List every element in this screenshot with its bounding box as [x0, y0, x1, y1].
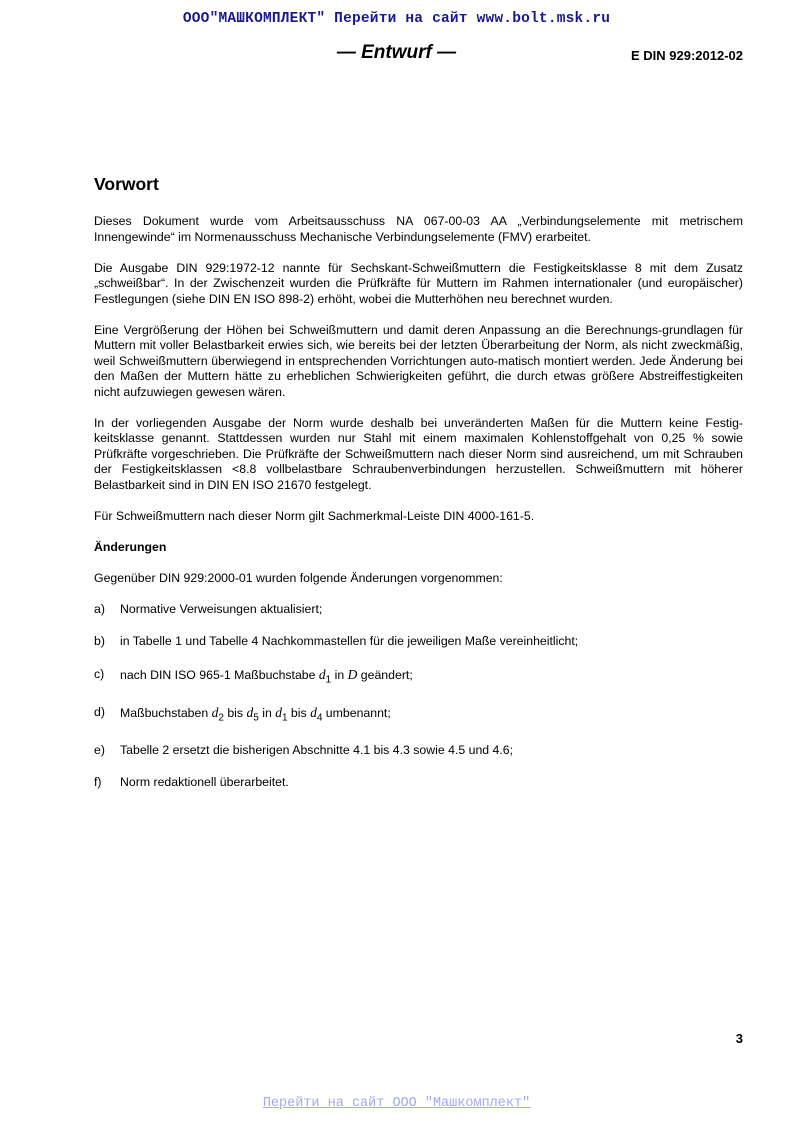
text-run: in	[331, 667, 348, 682]
header-banner-link[interactable]	[0, 11, 793, 27]
text-run: umbenannt;	[322, 705, 391, 720]
symbol-letter: d	[275, 704, 282, 720]
changes-intro: Gegenüber DIN 929:2000-01 wurden folgende Änderungen vorgenommen:	[94, 570, 503, 585]
list-marker: c)	[94, 666, 105, 681]
text-run: geändert;	[357, 667, 413, 682]
page-number: 3	[735, 1031, 743, 1046]
list-item	[94, 634, 743, 650]
footer-link[interactable]: Перейти на сайт ООО "Машкомплект"	[262, 1096, 531, 1111]
list-marker: b)	[94, 634, 105, 648]
symbol-subscript: 2	[218, 712, 224, 724]
list-marker: a)	[94, 601, 105, 616]
symbol-letter: d	[211, 704, 219, 720]
symbol-subscript: 5	[253, 712, 259, 724]
math-symbol	[310, 704, 323, 724]
paragraph: Dieses Dokument wurde vom Arbeitsausschuss NA 067-00-03 AA „Verbindungselemente mit metrischem Innengewinde“ im Normenausschuss Mechanische Verbindungselemente (FMV) erarbeitet.	[94, 214, 743, 244]
paragraph: Die Ausgabe DIN 929:1972-12 nannte für Sechskant-Schweißmuttern die Festigkeitsklasse 8 mit dem Zusatz „schweißbar“. In der Zwischenzeit wurden die Prüfkräfte für Muttern im Rahmen internationaler (und europäischer) Festlegungen (siehe DIN EN ISO 898-2) erhöht, wobei die Mutterhöhen neu berechnet wurden.	[94, 260, 743, 306]
text-run: Maßbuchstaben	[120, 705, 212, 720]
math-symbol	[211, 704, 224, 724]
document-id: E DIN 929:2012-02	[630, 48, 743, 63]
changes-heading: Änderungen	[94, 539, 167, 554]
math-symbol	[246, 704, 259, 724]
list-text: Norm redaktionell überarbeitet.	[120, 775, 289, 790]
text-run: nach DIN ISO 965-1 Maßbuchstabe	[120, 667, 319, 682]
paragraph: In der vorliegenden Ausgabe der Norm wurde deshalb bei unveränderten Maßen für die Muttern keine Festig-keitsklasse genannt. Stattdessen wurden nur Stahl mit einem maximalen Kohlenstoffgehalt von 0,25 % sowie Prüfkräfte vorgeschrieben. Die Prüfkräfte der Schweißmuttern nach dieser Norm sind ausreichend, um mit Schrauben der Festigkeitsklassen <8.8 vollbelastbare Schraubenverbindungen herzustellen. Schweißmuttern mit höherer Belastbarkeit sind in DIN EN ISO 21670 festgelegt.	[94, 415, 743, 492]
symbol-letter: d	[246, 704, 254, 720]
list-text	[120, 667, 413, 688]
list-text: in Tabelle 1 und Tabelle 4 Nachkommastellen für die jeweiligen Maße vereinheitlicht;	[120, 634, 579, 648]
list-item	[94, 705, 743, 726]
list-marker: f)	[94, 775, 102, 790]
symbol-letter: d	[318, 666, 326, 682]
list-text: Tabelle 2 ersetzt die bisherigen Abschnitte 4.1 bis 4.3 sowie 4.5 und 4.6;	[120, 742, 514, 757]
text-run: bis	[287, 705, 311, 720]
symbol-letter: d	[310, 704, 317, 720]
list-item	[94, 775, 743, 791]
paragraph: Für Schweißmuttern nach dieser Norm gilt Sachmerkmal-Leiste DIN 4000-161-5.	[94, 508, 535, 523]
document-body	[94, 214, 743, 808]
list-text	[120, 705, 391, 726]
list-item	[94, 602, 743, 618]
list-item	[94, 743, 743, 759]
paragraph: Eine Vergrößerung der Höhen bei Schweißmuttern und damit deren Anpassung an die Berechnungs-grundlagen für Muttern mit voller Belastbarkeit erwies sich, wie bereits bei der letzten Überarbeitung der Norm, als nicht zweckmäßig, weil Schweißmuttern überwiegend in entsprechenden Vorrichtungen auto-matisch montiert werden. Jede Änderung bei den Maßen der Muttern hätte zu erheblichen Schwierigkeiten geführt, die durch etwas größere Abstreiffestigkeiten nicht aufzuwiegen gewesen wären.	[94, 322, 743, 399]
list-marker: e)	[94, 742, 105, 757]
draft-label: — Entwurf —	[336, 42, 457, 63]
symbol-subscript: 1	[325, 674, 332, 686]
list-marker: d)	[94, 704, 105, 719]
list-item	[94, 667, 743, 688]
math-symbol	[275, 704, 288, 724]
text-run: bis	[223, 705, 247, 720]
section-title: Vorwort	[94, 174, 159, 194]
symbol-subscript: 4	[316, 712, 323, 724]
banner-link[interactable]: ООО"МАШКОМПЛЕКТ" Перейти на сайт www.bolt.msk.ru	[182, 11, 611, 27]
symbol-subscript: 1	[281, 712, 288, 724]
text-run: in	[258, 705, 276, 720]
changes-list	[94, 602, 743, 791]
math-symbol	[318, 666, 332, 686]
list-text: Normative Verweisungen aktualisiert;	[120, 601, 323, 616]
math-symbol: D	[347, 666, 358, 682]
